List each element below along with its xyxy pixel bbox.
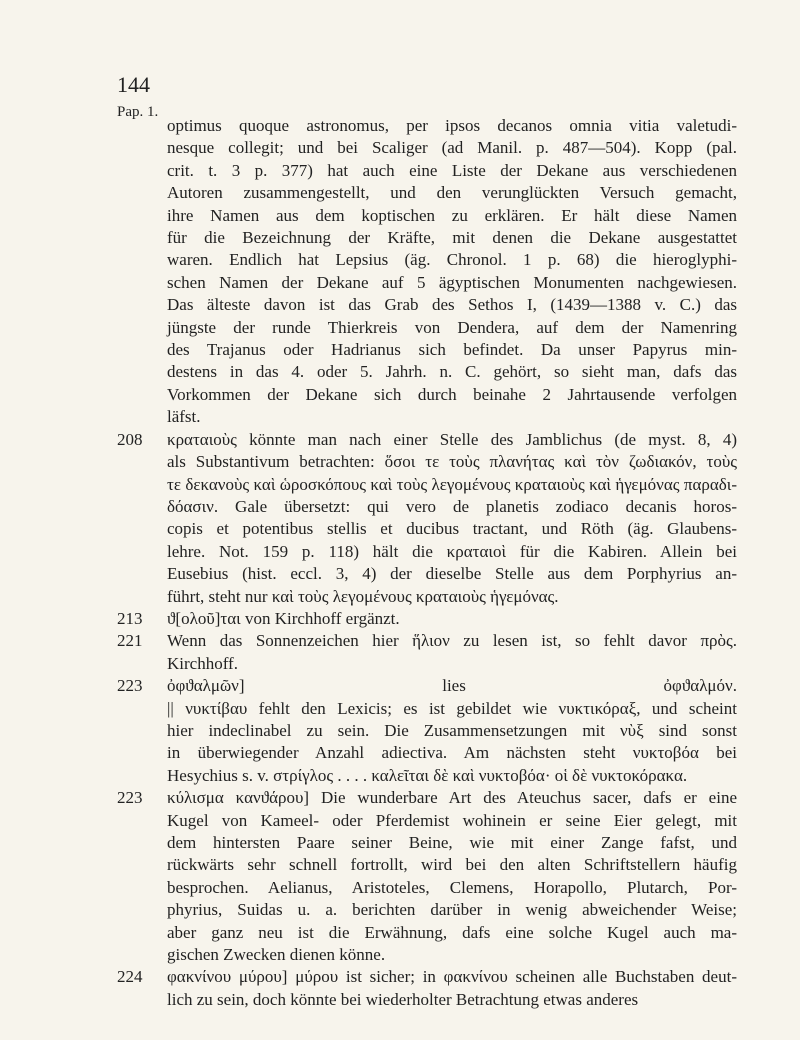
text-line: gischen Zwecken dienen könne.	[167, 945, 386, 965]
line-number: 223	[117, 788, 143, 808]
text-line: || νυκτίβαυ fehlt den Lexicis; es ist gebildet wie νυκτικόραξ, und scheint	[167, 698, 737, 718]
text-line: crit. t. 3 p. 377) hat auch eine Liste der Dekane aus verschiedenen	[167, 160, 737, 180]
text-line: besprochen. Aelianus, Aristoteles, Clemens, Horapollo, Plutarch, Por-	[167, 877, 737, 897]
text-line: des Trajanus oder Hadrianus sich befindet. Da unser Papyrus min-	[167, 340, 737, 360]
text-line: δόασιν. Gale übersetzt: qui vero de planetis zodiaco decanis horos-	[167, 496, 737, 516]
line-number: 213	[117, 608, 143, 628]
text-line: dem hintersten Paare seiner Beine, wie mit einer Zange fafst, und	[167, 833, 737, 852]
text-line: ὀφϑαλμῶν] lies ὀφϑαλμόν.	[167, 676, 737, 696]
commentary-paragraph	[117, 429, 737, 608]
commentary-text	[117, 115, 737, 1011]
text-line: lehre. Not. 159 p. 118) hält die κραταιοὶ für die Kabiren. Allein bei	[167, 541, 737, 561]
text-line: Kugel von Kameel- oder Pferdemist wohinein er seine Eier gelegt, mit	[167, 810, 737, 830]
line-number: 223	[117, 676, 143, 696]
text-line: φακνίνου μύρου] μύρου ist sicher; in φακνίνου scheinen alle Buchstaben deut-	[167, 967, 737, 987]
text-line: schen Namen der Dekane auf 5 ägyptischen Monumenten nachgewiesen.	[167, 272, 737, 292]
text-line: phyrius, Suidas u. a. berichten darüber in wenig abweichender Weise;	[167, 900, 737, 920]
text-line: läfst.	[167, 407, 201, 427]
line-number: 208	[117, 429, 143, 449]
line-number: 224	[117, 967, 143, 987]
text-line: führt, steht nur καὶ τοὺς λεγομένους κραταιοὺς ἡγεμόνας.	[167, 586, 559, 606]
text-line: Kirchhoff.	[167, 653, 238, 673]
page-number: 144	[117, 72, 150, 97]
text-line: aber ganz neu ist die Erwähnung, dafs eine solche Kugel auch ma-	[167, 922, 737, 942]
text-line: Autoren zusammengestellt, und den verunglückten Versuch gemacht,	[167, 183, 737, 203]
commentary-paragraph	[117, 966, 737, 1011]
line-number: 221	[117, 631, 143, 651]
text-line: ihre Namen aus dem koptischen zu erklären. Er hält diese Namen	[167, 205, 737, 225]
text-line: hier indeclinabel zu sein. Die Zusammensetzungen mit νὺξ sind sonst	[167, 720, 737, 740]
text-line: Hesychius s. v. στρίγλος . . . . καλεῖται δὲ καὶ νυκτοβόα· οἱ δὲ νυκτοκόρακα.	[167, 765, 688, 785]
text-line: Wenn das Sonnenzeichen hier ἥλιον zu lesen ist, so fehlt davor πρὸς.	[167, 631, 737, 651]
text-line: lich zu sein, doch könnte bei wiederholter Betrachtung etwas anderes	[167, 989, 639, 1009]
text-line: als Substantivum betrachten: ὅσοι τε τοὺς πλανήτας καὶ τὸν ζωδιακόν, τοὺς	[167, 452, 737, 472]
text-line: optimus quoque astronomus, per ipsos decanos omnia vitia valetudi-	[167, 116, 737, 135]
text-line: rückwärts sehr schnell fortrollt, wird bei den alten Schriftstellern häufig	[167, 855, 737, 875]
text-line: in überwiegender Anzahl adiectiva. Am nächsten steht νυκτοβόα bei	[167, 743, 737, 763]
text-line: κύλισμα κανϑάρου] Die wunderbare Art des Ateuchus sacer, dafs er eine	[167, 788, 737, 808]
commentary-paragraph	[117, 675, 737, 787]
commentary-paragraph	[117, 787, 737, 966]
text-line: Das älteste davon ist das Grab des Sethos I, (1439—1388 v. C.) das	[167, 295, 737, 315]
text-line: für die Bezeichnung der Kräfte, mit denen die Dekane ausgestattet	[167, 228, 737, 248]
running-label: Pap. 1.	[117, 104, 159, 120]
text-line: τε δεκανοὺς καὶ ὡροσκόπους καὶ τοὺς λεγομένους κραταιοὺς καὶ ἡγεμόνας παραδι-	[167, 474, 737, 494]
text-line: Vorkommen der Dekane sich durch beinahe 2 Jahrtausende verfolgen	[167, 384, 737, 404]
text-line: waren. Endlich hat Lepsius (äg. Chronol. 1 p. 68) die hieroglyphi-	[167, 250, 737, 270]
text-line: destens in das 4. oder 5. Jahrh. n. C. gehört, so sieht man, dafs das	[167, 362, 737, 382]
text-line: Eusebius (hist. eccl. 3, 4) der dieselbe Stelle aus dem Porphyrius an-	[167, 564, 737, 584]
text-line: ϑ[ολοῦ]ται von Kirchhoff ergänzt.	[167, 608, 400, 628]
commentary-paragraph	[117, 630, 737, 675]
commentary-paragraph	[117, 608, 737, 630]
text-line: nesque collegit; und bei Scaliger (ad Manil. p. 487—504). Kopp (pal.	[167, 138, 737, 158]
text-line: jüngste der runde Thierkreis von Dendera, auf dem der Namenring	[167, 317, 737, 337]
text-line: κραταιοὺς könnte man nach einer Stelle des Jamblichus (de myst. 8, 4)	[167, 429, 737, 449]
text-line: copis et potentibus stellis et ducibus tractant, und Röth (äg. Glaubens-	[167, 519, 737, 539]
commentary-paragraph	[117, 115, 737, 429]
